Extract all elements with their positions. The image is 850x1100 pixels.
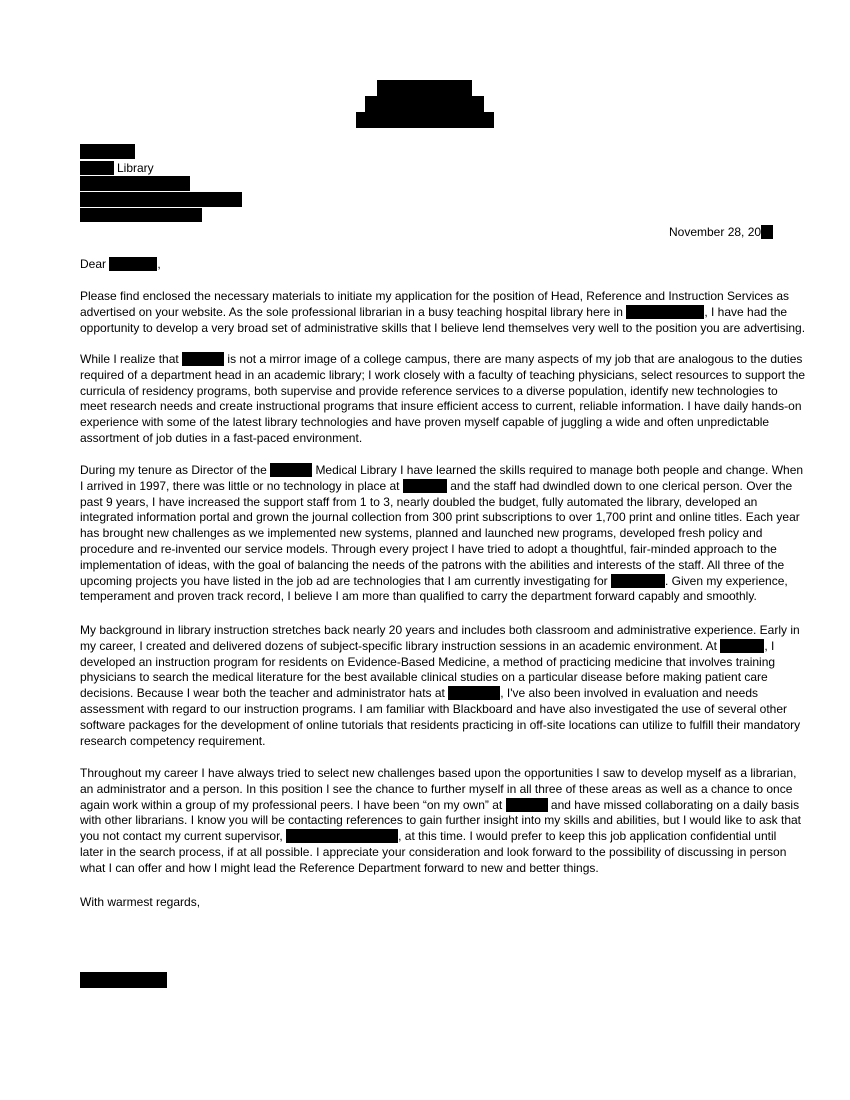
p3-line-2-tail: and the staff had dwindled down to one clerical person. Over the — [450, 478, 793, 493]
p3-employer-redaction — [403, 479, 447, 493]
p5-line-5-text: you not contact my current supervisor, — [80, 829, 283, 844]
p2-line-3: curricula of residency programs, both supervise and provide reference services to a diverse population, identify new technologies to — [80, 383, 778, 398]
p3-line-4: integrated information portal and grown the journal collection from 300 print subscriptions to over 1,700 print and online titles. Each year — [80, 510, 800, 525]
p3-line-5: has brought new challenges as we implemented new systems, planned and launched new programs, developed fresh policy and — [80, 526, 763, 541]
p3-employer-redaction-2 — [611, 574, 665, 588]
p4-employer-redaction — [720, 639, 764, 653]
p5-line-4: with other librarians. I know you will be contacting references to gain further insight into my skills and abilities, but I would like to ask that — [80, 813, 802, 828]
closing: With warmest regards, — [80, 895, 201, 909]
p4-line-3: developed an instruction program for residents on Evidence-Based Medicine, a method of practicing medicine that involves training — [80, 654, 776, 669]
p5-line-5-tail: , at this time. I would prefer to keep this job application confidential until — [398, 829, 777, 844]
p2-line-1-text: While I realize that — [80, 352, 179, 366]
p3-library-redaction — [270, 463, 312, 477]
p3-line-8 — [80, 573, 788, 590]
p4-line-5-text: decisions. Because I wear both the teacher and administrator hats at — [80, 686, 445, 701]
p3-line-9: temperament and proven track record, I believe I am more than qualified to carry the department forward capably and smoothly. — [80, 589, 757, 604]
date-year-redaction — [761, 225, 773, 239]
p4-line-4: physicians to search the medical literature for the best available clinical studies on a particular disease before making patient care — [80, 670, 768, 685]
paragraph-3 — [80, 463, 804, 605]
date-text: November 28, 20 — [669, 225, 762, 239]
p5-line-3-tail: and have missed collaborating on a daily basis — [550, 797, 800, 812]
p4-line-1: My background in library instruction stretches back nearly 20 years and includes both classroom and administrative experience. Early in — [80, 623, 800, 637]
p3-line-1-tail: Medical Library I have learned the skills required to manage both people and change. When — [315, 463, 804, 477]
p3-line-3: past 9 years, I have increased the support staff from 1 to 3, nearly doubled the budget, fully automated the library, developed an — [80, 494, 758, 509]
p3-line-7: implementation of ideas, with the goal of balancing the needs of the patrons with the abilities and interests of the staff. All three of the — [80, 557, 785, 572]
p2-line-6: assortment of job duties in a fast-paced environment. — [80, 430, 363, 445]
p5-line-3 — [80, 797, 800, 814]
recipient-line4-redaction — [80, 192, 242, 207]
p2-line-1 — [80, 352, 803, 368]
salutation-name-redaction — [109, 257, 157, 271]
p1-line-2-text: advertised on your website. As the sole professional librarian in a busy teaching hospital library here in — [80, 304, 623, 319]
p5-line-1: Throughout my career I have always tried to select new challenges based upon the opportunities I saw to develop myself as a librarian, — [80, 766, 797, 780]
p5-line-7: what I can offer and how I might lead the Reference Department forward to new and better things. — [80, 860, 599, 875]
p4-line-5-tail: , I've also been involved in evaluation and needs — [500, 686, 759, 701]
p4-line-8: research competency requirement. — [80, 733, 266, 748]
salutation-suffix: , — [157, 257, 161, 271]
p3-line-1 — [80, 463, 804, 479]
recipient-name-redaction — [80, 144, 135, 159]
recipient-line2-redaction — [80, 161, 114, 175]
p4-line-2-tail: , I — [764, 638, 775, 653]
p3-line-2-text: I arrived in 1997, there was little or no technology in place at — [80, 478, 400, 493]
recipient-line5-redaction — [80, 208, 202, 222]
p4-line-6: assessment with regard to our instruction programs. I am familiar with Blackboard and have also investigated the use of several other — [80, 701, 788, 716]
p2-employer-redaction — [182, 352, 224, 366]
p1-line-2 — [80, 304, 788, 321]
p1-line-2-tail: , I have had the — [704, 304, 788, 319]
letterhead-redaction-3 — [356, 112, 494, 128]
p3-line-2 — [80, 478, 793, 495]
p3-line-1-text: During my tenure as Director of the — [80, 463, 267, 477]
p1-location-redaction — [626, 305, 704, 319]
salutation-prefix: Dear — [80, 257, 107, 271]
paragraph-2 — [80, 352, 806, 447]
p1-line-1: Please find enclosed the necessary materials to initiate my application for the position of Head, Reference and Instruction Services as — [80, 289, 790, 303]
paragraph-1 — [80, 289, 806, 336]
p1-line-3: opportunity to develop a very broad set of administrative skills that I believe lend themselves very well to the position you are advertising. — [80, 320, 806, 335]
p5-supervisor-redaction — [286, 829, 398, 843]
p2-line-4: meet research needs and create instructional programs that insure efficient access to current, reliable information. I have daily hands-on — [80, 399, 802, 414]
salutation — [80, 256, 161, 272]
p2-line-5: experience with some of the latest library technologies and have proven myself capable of juggling a wide and often unpredictable — [80, 415, 770, 430]
paragraph-5 — [80, 766, 802, 877]
p2-line-2: required of a department head in an academic library; I work closely with a faculty of teaching physicians, select resources to support the — [80, 367, 806, 382]
p4-line-5 — [80, 686, 770, 702]
p5-line-2: an administrator and a person. In this position I see the chance to further myself in all three of these areas as well as a chance to once — [80, 781, 793, 796]
p5-employer-redaction — [506, 798, 548, 812]
p2-line-1-tail: is not a mirror image of a college campus, there are many aspects of my job that are analogous to the duties — [227, 352, 803, 366]
p3-line-6: procedure and re-invented our service models. Through every project I have tried to adopt a thoughtful, fair-minded approach to the — [80, 541, 777, 556]
p4-employer-redaction-2 — [448, 686, 500, 700]
p5-line-6: later in the search process, if at all possible. I appreciate your consideration and look forward to the possibility of discussing in person — [80, 844, 787, 859]
paragraph-4 — [80, 623, 801, 749]
p5-line-3-text: again work within a group of my professional peers. I have been “on my own” at — [80, 797, 503, 812]
p5-line-5 — [80, 829, 777, 845]
signature-redaction — [80, 972, 167, 988]
p4-line-7: software packages for the development of online tutorials that residents practicing in off-site locations can utilize to fulfill their mandatory — [80, 717, 801, 732]
recipient-line3-redaction — [80, 176, 190, 191]
p3-line-8-text: upcoming projects you have listed in the job ad are technologies that I am currently investigating for — [80, 573, 608, 588]
p4-line-2-text: my career, I created and delivered dozens of subject-specific library instruction sessions in an academic environment. At — [80, 638, 717, 653]
p3-line-8-tail: . Given my experience, — [664, 573, 788, 588]
recipient-library-label: Library — [117, 161, 154, 175]
letter-date — [669, 224, 773, 240]
p4-line-2 — [80, 638, 775, 655]
